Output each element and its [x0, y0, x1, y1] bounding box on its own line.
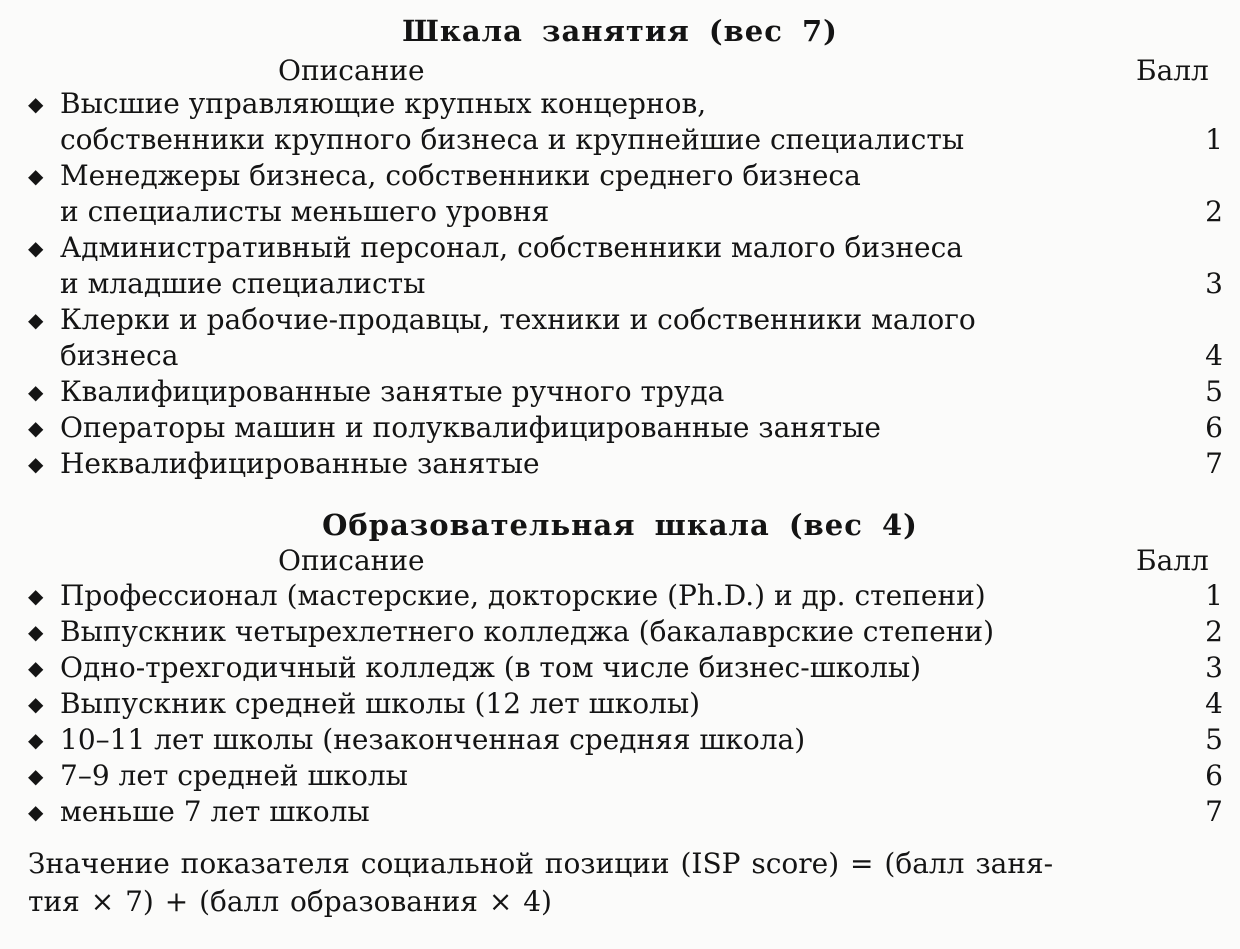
education-item: [28, 686, 1223, 722]
occupation-item: [28, 158, 1223, 230]
education-item-text: Выпускник четырехлетнего колледжа (бакалаврские степени): [60, 615, 995, 648]
occupation-item: [28, 410, 1223, 446]
education-item: [28, 758, 1223, 794]
bullet-diamond-icon: ◆: [28, 92, 44, 116]
bullet-diamond-icon: ◆: [28, 380, 44, 404]
formula-line-2: тия × 7) + (балл образования × 4): [28, 885, 552, 918]
bullet-diamond-icon: ◆: [28, 692, 44, 716]
occupation-item-score: 2: [1205, 195, 1223, 228]
education-item-text: 7–9 лет средней школы: [60, 759, 408, 792]
education-item-text: меньше 7 лет школы: [60, 795, 370, 828]
bullet-diamond-icon: ◆: [28, 800, 44, 824]
bullet-diamond-icon: ◆: [28, 728, 44, 752]
education-item-score: 5: [1205, 723, 1223, 756]
education-item-score: 2: [1205, 615, 1223, 648]
education-item-score: 3: [1205, 651, 1223, 684]
bullet-diamond-icon: ◆: [28, 452, 44, 476]
occupation-item-text: Квалифицированные занятые ручного труда: [60, 375, 725, 408]
education-item: [28, 578, 1223, 614]
education-scale-title: Образовательная шкала (вес 4): [322, 508, 918, 542]
bullet-diamond-icon: ◆: [28, 308, 44, 332]
education-item-text: Профессионал (мастерские, докторские (Ph.D.) и др. степени): [60, 579, 986, 612]
education-item-text: Одно-трехгодичный колледж (в том числе бизнес-школы): [60, 651, 922, 684]
education-item-score: 7: [1205, 795, 1223, 828]
occupation-item-text: и специалисты меньшего уровня: [60, 195, 550, 228]
occupation-scale-title: Шкала занятия (вес 7): [402, 14, 838, 48]
occupation-item-text: Операторы машин и полуквалифицированные занятые: [60, 411, 881, 444]
education-item: [28, 722, 1223, 758]
education-item-score: 4: [1205, 687, 1223, 720]
education-score-header: Балл: [1136, 544, 1209, 577]
occupation-item-text: Клерки и рабочие-продавцы, техники и собственники малого: [60, 303, 976, 336]
occupation-item-score: 4: [1205, 339, 1223, 372]
occupation-item-score: 1: [1205, 123, 1223, 156]
occupation-item-score: 6: [1205, 411, 1223, 444]
isp-score-formula: [28, 845, 1218, 921]
education-item: [28, 794, 1223, 830]
bullet-diamond-icon: ◆: [28, 164, 44, 188]
occupation-item-score: 3: [1205, 267, 1223, 300]
formula-line-1: Значение показателя социальной позиции (ISP score) = (балл заня-: [28, 847, 1054, 880]
education-item-text: 10–11 лет школы (незаконченная средняя школа): [60, 723, 806, 756]
education-item: [28, 614, 1223, 650]
occupation-item: [28, 230, 1223, 302]
occupation-item-score: 7: [1205, 447, 1223, 480]
education-item-score: 6: [1205, 759, 1223, 792]
occupation-item-text: Высшие управляющие крупных концернов,: [60, 87, 707, 120]
occupation-item-text: Менеджеры бизнеса, собственники среднего бизнеса: [60, 159, 861, 192]
education-item-score: 1: [1205, 579, 1223, 612]
bullet-diamond-icon: ◆: [28, 416, 44, 440]
bullet-diamond-icon: ◆: [28, 584, 44, 608]
occupation-item-text: Неквалифицированные занятые: [60, 447, 540, 480]
bullet-diamond-icon: ◆: [28, 764, 44, 788]
occupation-item-text: и младшие специалисты: [60, 267, 426, 300]
education-item: [28, 650, 1223, 686]
occupation-item-text: собственники крупного бизнеса и крупнейшие специалисты: [60, 123, 965, 156]
occupation-score-header: Балл: [1136, 54, 1209, 87]
occupation-item: [28, 302, 1223, 374]
occupation-item-text: бизнеса: [60, 339, 179, 372]
bullet-diamond-icon: ◆: [28, 236, 44, 260]
occupation-item: [28, 86, 1223, 158]
occupation-item: [28, 374, 1223, 410]
education-description-header: Описание: [278, 544, 425, 577]
occupation-item-score: 5: [1205, 375, 1223, 408]
occupation-item-text: Административный персонал, собственники малого бизнеса: [60, 231, 963, 264]
bullet-diamond-icon: ◆: [28, 620, 44, 644]
education-item-text: Выпускник средней школы (12 лет школы): [60, 687, 701, 720]
bullet-diamond-icon: ◆: [28, 656, 44, 680]
occupation-item: [28, 446, 1223, 482]
occupation-description-header: Описание: [278, 54, 425, 87]
